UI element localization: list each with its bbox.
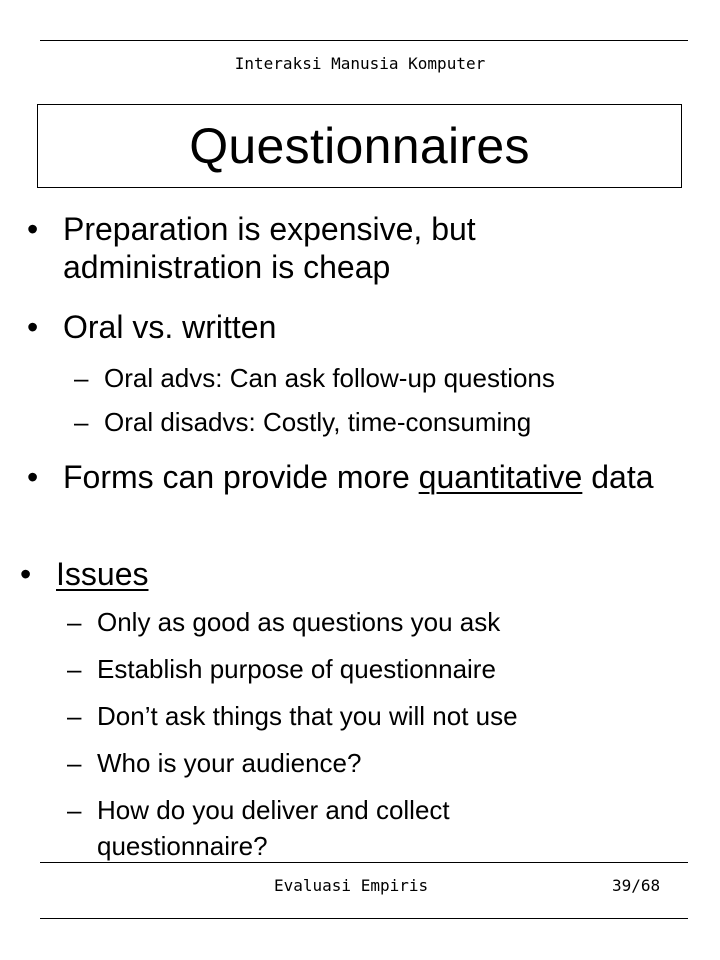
dash-marker: – <box>67 654 82 684</box>
sub-item-issue-5 <box>67 792 567 864</box>
sub-item-issue-1 <box>67 604 687 640</box>
slide-title-box <box>37 104 682 188</box>
footer-bottom-rule <box>40 918 688 919</box>
sub-item-oral-advs <box>74 360 694 396</box>
slide-title: Questionnaires <box>189 118 530 174</box>
bullet-marker: • <box>27 211 39 247</box>
sub-item-text: Don’t ask things that you will not use <box>97 701 518 731</box>
underlined-word-quantitative: quantitative <box>418 459 583 495</box>
header-top-rule <box>40 40 688 41</box>
sub-item-text: How do you deliver and collect questionnaire? <box>97 795 450 861</box>
dash-marker: – <box>74 407 89 437</box>
bullet-text-part: Forms can provide more <box>63 459 419 495</box>
header-course-title: Interaksi Manusia Komputer <box>234 54 486 73</box>
bullet-text <box>27 458 663 496</box>
bullet-text-part: data <box>582 459 654 495</box>
dash-marker: – <box>74 363 89 393</box>
sub-item-text: Establish purpose of questionnaire <box>97 654 496 684</box>
bullet-issues <box>20 555 680 593</box>
dash-marker: – <box>67 701 82 731</box>
footer-page-number: 39/68 <box>612 876 661 895</box>
sub-item-oral-disadvs <box>74 404 694 440</box>
footer-section-title: Evaluasi Empiris <box>274 876 429 895</box>
dash-marker: – <box>67 795 82 825</box>
sub-item-text: Oral advs: Can ask follow-up questions <box>104 363 555 393</box>
bullet-text: Issues <box>56 556 149 592</box>
bullet-marker: • <box>27 309 39 345</box>
sub-item-text: Only as good as questions you ask <box>97 607 501 637</box>
footer-top-rule <box>40 862 688 863</box>
dash-marker: – <box>67 607 82 637</box>
bullet-marker: • <box>20 556 32 592</box>
bullet-text: Preparation is expensive, but administration is cheap <box>63 211 476 285</box>
sub-item-text: Who is your audience? <box>97 748 362 778</box>
bullet-forms <box>27 458 687 496</box>
sub-item-issue-3 <box>67 698 687 734</box>
bullet-oral-vs-written <box>27 308 687 346</box>
sub-item-issue-4 <box>67 745 687 781</box>
bullet-preparation <box>27 210 687 286</box>
bullet-text: Oral vs. written <box>63 309 277 345</box>
bullet-marker: • <box>27 459 39 495</box>
dash-marker: – <box>67 748 82 778</box>
sub-item-issue-2 <box>67 651 687 687</box>
sub-item-text: Oral disadvs: Costly, time-consuming <box>104 407 532 437</box>
